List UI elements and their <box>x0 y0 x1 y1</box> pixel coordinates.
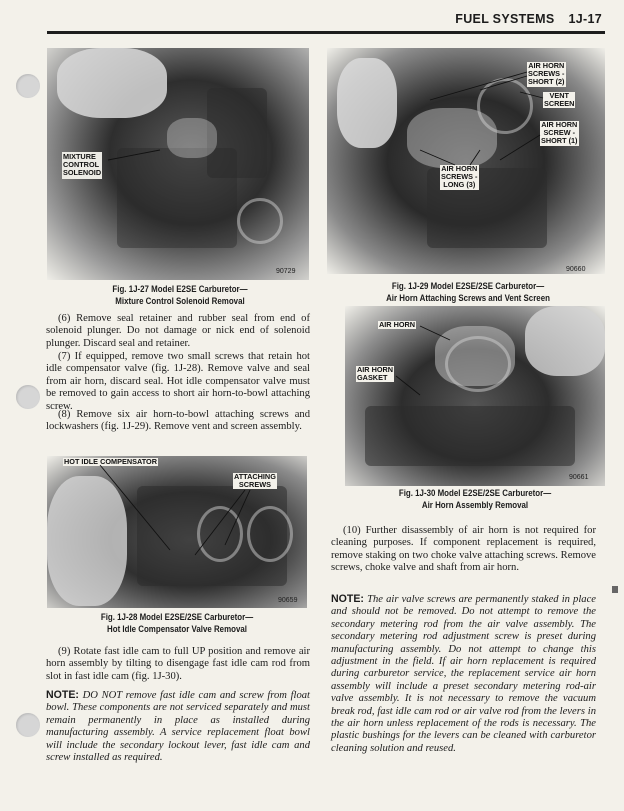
paragraph-7: (7) If equipped, remove two small screws that retain hot idle compensator valve (fig. 1J-28). Remove valve and seal from air horn, discard seal. Hot idle compensator valve must be removed to gain access to short air horn-to-bowl attaching screw. <box>46 351 310 412</box>
caption-subtitle: Air Horn Assembly Removal <box>421 500 529 510</box>
paragraph-10: (10) Further disassembly of air horn is not required for cleaning purposes. If component replacement is required, remove staking on two choke valve attaching screws. Remove screws, choke valve and shaft from air horn. <box>331 525 596 574</box>
caption-title: Fig. 1J-30 Model E2SE/2SE Carburetor— <box>398 488 552 498</box>
binder-hole-bottom <box>16 713 40 737</box>
page-number: 1J-17 <box>568 12 602 26</box>
paragraph-9: (9) Rotate fast idle cam to full UP position and remove air horn assembly by tilting to disengage fast idle cam rod from slot in fast idle cam (fig. 1J-30). <box>46 646 310 682</box>
figure-1j-30-number: 90661 <box>569 474 589 481</box>
figure-1j-27-number: 90729 <box>276 268 296 275</box>
caption-title: Fig. 1J-28 Model E2SE/2SE Carburetor— <box>100 612 254 622</box>
caption-subtitle: Mixture Control Solenoid Removal <box>115 296 245 306</box>
label-air-horn-screws-long-3: AIR HORN SCREWS - LONG (3) <box>441 164 478 190</box>
binder-hole-top <box>16 74 40 98</box>
figure-1j-28-caption <box>71 611 282 635</box>
note-fast-idle-cam <box>46 689 310 764</box>
note-air-valve-screws <box>331 593 596 755</box>
edge-mark <box>612 586 618 593</box>
caption-title: Fig. 1J-29 Model E2SE/2SE Carburetor— <box>391 281 545 291</box>
note-text: The air valve screws are permanently staked in place and should not be removed. Do not attempt to remove the secondary metering rod from the air valve assembly. The secondary metering rod adjustment screw is preset during manufacturing assembly. Do not attempt to change this adjustment in the field. If air horn replacement is required during carburetor service, the replacement service air horn assembly will include a preset secondary metering rod-air valve assembly. It is not necessary to remove the vacuum break rod, fast idle cam rod or air valve rod from the levers in the air horn unless replacement of the rods is necessary. The plastic bushings for the levers can be cleaned with carburetor cleaning solution and reused. <box>331 594 596 754</box>
figure-1j-30-photo <box>345 306 605 486</box>
note-text: DO NOT remove fast idle cam and screw from float bowl. These components are not serviced separately and must remain permanently in place as installed during manufacturing assembly. A service replacement float bowl will include the secondary lockout lever, fast idle cam and screw installed as required. <box>46 690 311 764</box>
figure-1j-30-caption <box>361 487 590 511</box>
figure-1j-27-caption <box>74 283 285 307</box>
note-label: NOTE: <box>331 593 364 605</box>
note-label: NOTE: <box>46 689 79 701</box>
label-mixture-control-solenoid: MIXTURE CONTROL SOLENOID <box>63 152 102 178</box>
figure-1j-28-number: 90659 <box>278 597 298 604</box>
caption-title: Fig. 1J-27 Model E2SE Carburetor— <box>112 284 248 294</box>
figure-1j-29-number: 90660 <box>566 266 586 273</box>
paragraph-6: (6) Remove seal retainer and rubber seal from end of solenoid plunger. Do not damage or nick end of solenoid plunger. Discard seal and retainer. <box>46 313 310 349</box>
label-hot-idle-compensator: HOT IDLE COMPENSATOR <box>64 457 157 466</box>
label-air-horn-screws-short-2: AIR HORN SCREWS - SHORT (2) <box>528 61 565 87</box>
paragraph-8: (8) Remove six air horn-to-bowl attaching screws and lockwashers (fig. 1J-29). Remove vent and screen assembly. <box>46 409 310 433</box>
section-title: FUEL SYSTEMS <box>455 12 555 26</box>
caption-subtitle: Hot Idle Compensator Valve Removal <box>107 624 247 634</box>
label-air-horn-gasket: AIR HORN GASKET <box>357 365 394 383</box>
label-air-horn: AIR HORN <box>379 320 416 329</box>
header-rule <box>47 31 605 34</box>
binder-hole-middle <box>16 385 40 409</box>
label-vent-screen: VENT SCREEN <box>544 91 575 109</box>
caption-subtitle: Air Horn Attaching Screws and Vent Screen <box>386 293 550 303</box>
label-air-horn-screw-short-1: AIR HORN SCREW - SHORT (1) <box>541 120 578 146</box>
page-header <box>441 12 602 26</box>
figure-1j-29-caption <box>354 280 583 304</box>
label-attaching-screws: ATTACHING SCREWS <box>234 472 276 490</box>
